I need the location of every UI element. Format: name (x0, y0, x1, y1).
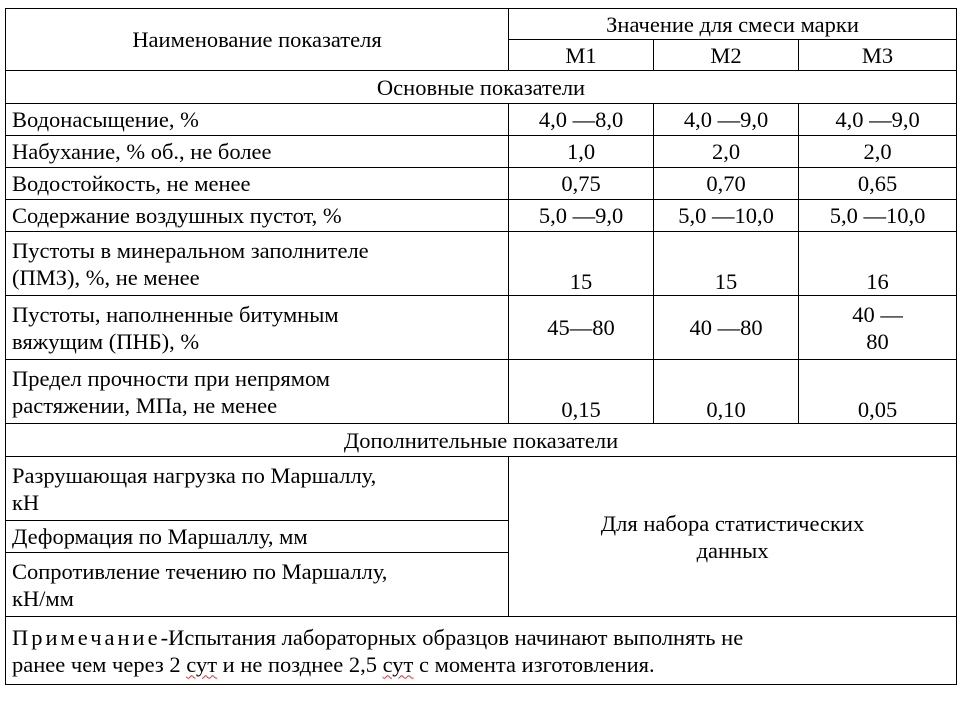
row-name: Содержание воздушных пустот, % (6, 200, 509, 232)
value-m1: 5,0 —9,0 (509, 200, 654, 232)
row-name: Водонасыщение, % (6, 104, 509, 136)
table-row (6, 168, 957, 200)
value-m1: 0,15 (509, 360, 654, 424)
row-name-line: кН (12, 489, 40, 515)
note-line2-c: с момента изготовления. (413, 651, 655, 677)
value-m3: 4,0 —9,0 (799, 104, 957, 136)
value-m2: 15 (654, 232, 799, 296)
merged-line: Для набора статистических (600, 510, 865, 536)
value-m3-line: 80 (866, 328, 889, 354)
table-row (6, 457, 957, 521)
value-m3: 0,05 (799, 360, 957, 424)
row-name: Набухание, % об., не более (6, 136, 509, 168)
value-m3: 5,0 —10,0 (799, 200, 957, 232)
value-m3-line: 40 — (852, 301, 903, 327)
value-m3: 2,0 (799, 136, 957, 168)
header-name-column: Наименование показателя (6, 9, 509, 71)
value-m2: 4,0 —9,0 (654, 104, 799, 136)
value-m2: 2,0 (654, 136, 799, 168)
table-row (6, 360, 957, 424)
value-m1: 15 (509, 232, 654, 296)
row-name: Деформация по Маршаллу, мм (6, 521, 509, 553)
value-m1: 4,0 —8,0 (509, 104, 654, 136)
header-grade-m3: М3 (799, 40, 957, 71)
row-name-line: Пустоты в минеральном заполнителе (12, 237, 369, 263)
note-sut-2: сут (382, 651, 414, 677)
table-row (6, 232, 957, 296)
header-value-group: Значение для смеси марки (509, 9, 957, 40)
value-m2: 40 —80 (654, 296, 799, 360)
value-m3: 0,65 (799, 168, 957, 200)
table-row (6, 200, 957, 232)
row-name-line: растяжении, МПа, не менее (12, 392, 278, 418)
header-grade-m2: М2 (654, 40, 799, 71)
value-m3 (799, 296, 957, 360)
row-name-line: вяжущим (ПНБ), % (12, 328, 200, 354)
note-sut-1: сут (186, 651, 218, 677)
table-row (6, 104, 957, 136)
row-name-line: Сопротивление течению по Маршаллу, (12, 558, 388, 584)
row-name (6, 553, 509, 617)
value-m2: 0,10 (654, 360, 799, 424)
row-name-line: (ПМЗ), %, не менее (12, 264, 200, 290)
note-line2-b: и не позднее 2,5 (217, 651, 383, 677)
note-line1: -Испытания лабораторных образцов начинают выполнять не (160, 624, 744, 650)
merged-line: данных (696, 537, 769, 563)
table-row (6, 136, 957, 168)
row-name: Водостойкость, не менее (6, 168, 509, 200)
row-name-line: кН/мм (12, 585, 74, 611)
note-label: Примечание (12, 624, 161, 650)
value-m2: 0,70 (654, 168, 799, 200)
row-name-line: Пустоты, наполненные битумным (12, 301, 339, 327)
section-main-title: Основные показатели (6, 71, 957, 104)
row-name (6, 457, 509, 521)
row-name-line: Разрушающая нагрузка по Маршаллу, (12, 462, 377, 488)
value-m1: 45—80 (509, 296, 654, 360)
value-m1: 0,75 (509, 168, 654, 200)
section-additional-title: Дополнительные показатели (6, 424, 957, 457)
note-line2-a: ранее чем через 2 (12, 651, 187, 677)
row-name (6, 296, 509, 360)
table-row (6, 296, 957, 360)
row-name-line: Предел прочности при непрямом (12, 365, 331, 391)
header-grade-m1: М1 (509, 40, 654, 71)
row-name (6, 360, 509, 424)
value-m3: 16 (799, 232, 957, 296)
note (6, 617, 957, 685)
value-m2: 5,0 —10,0 (654, 200, 799, 232)
indicators-table (5, 8, 957, 685)
row-name (6, 232, 509, 296)
merged-statistics-cell (509, 457, 957, 617)
value-m1: 1,0 (509, 136, 654, 168)
